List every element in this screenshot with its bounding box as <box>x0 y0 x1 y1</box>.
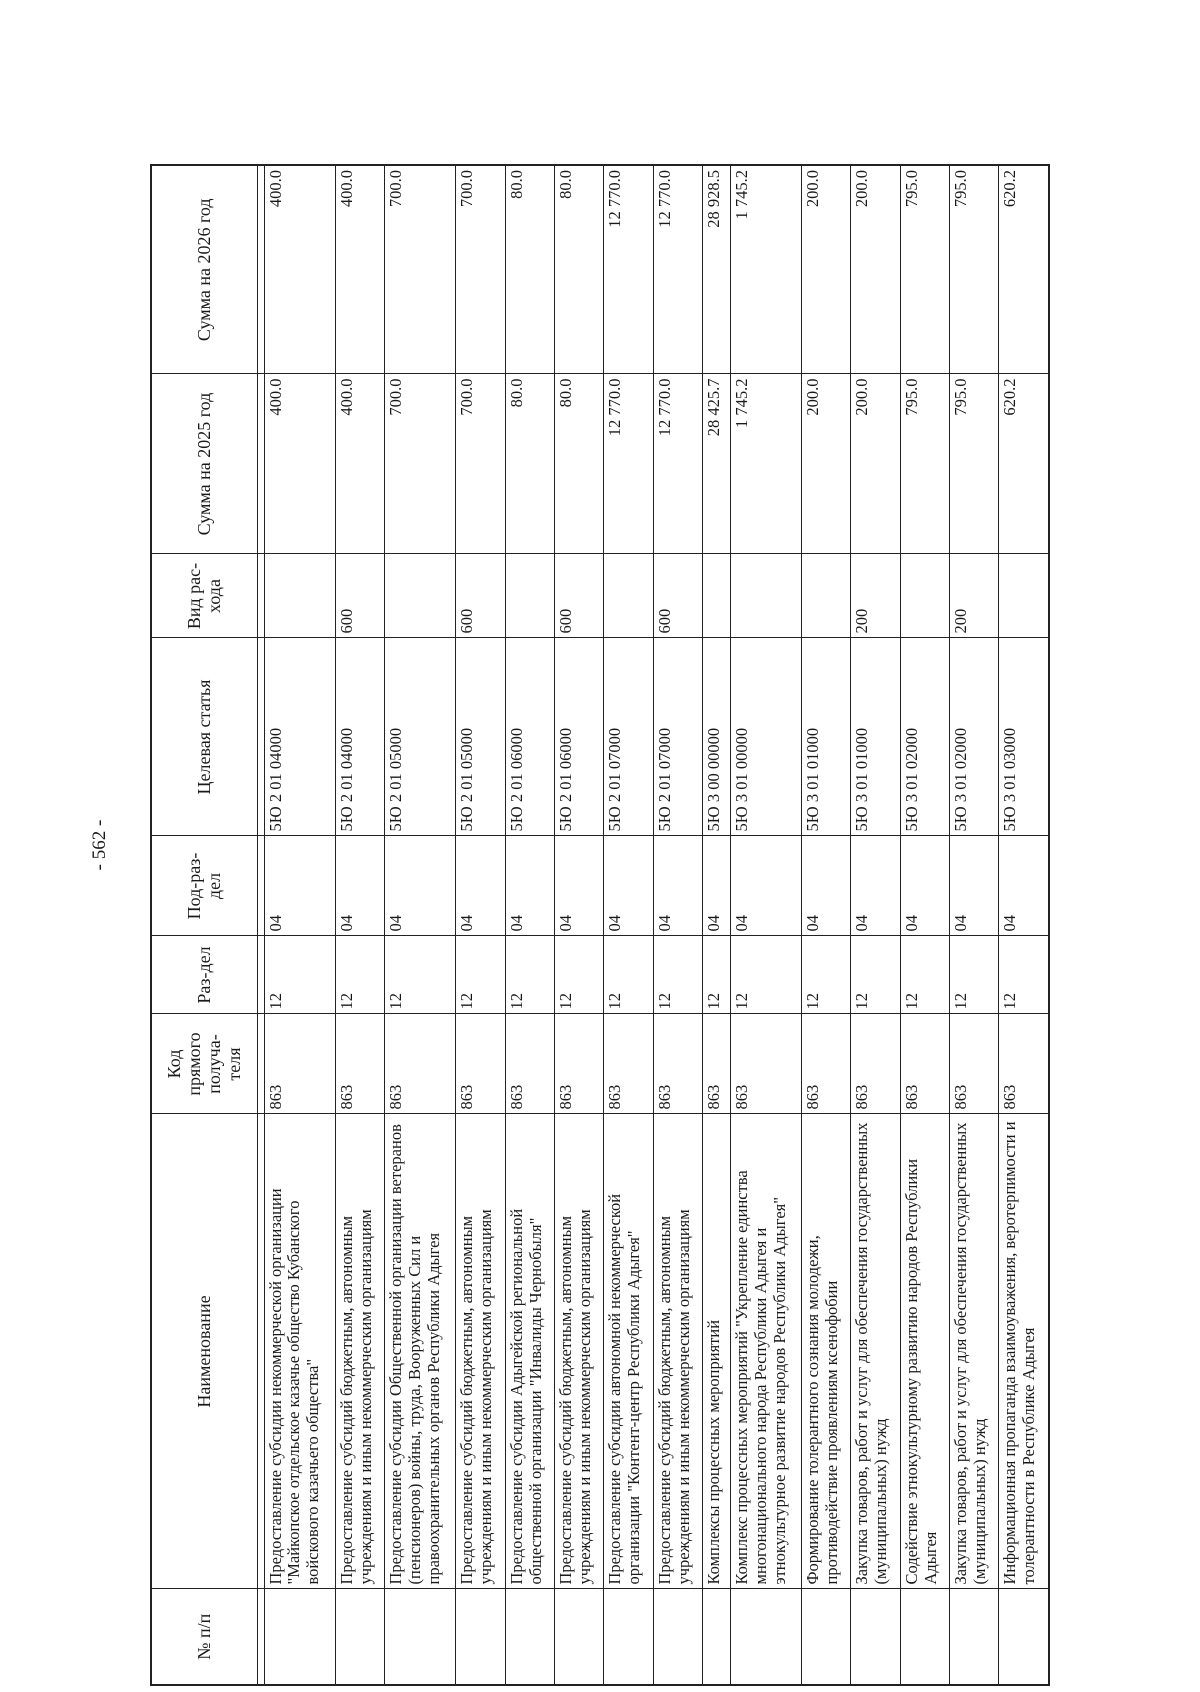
cell-subsection: 04 <box>264 836 335 936</box>
cell-subsection: 04 <box>456 836 505 936</box>
cell-expense <box>604 554 653 638</box>
cell-sum2026: 795.0 <box>900 165 949 374</box>
cell-expense <box>730 554 801 638</box>
cell-section: 12 <box>730 936 801 1014</box>
cell-sum2026: 795.0 <box>950 165 999 374</box>
cell-subsection: 04 <box>335 836 384 936</box>
cell-target: 5Ю 3 01 01000 <box>851 638 900 836</box>
cell-section: 12 <box>950 936 999 1014</box>
cell-name: Информационная пропаганда взаимоуважения, веротерпимости и толерантности в Республике Адыгея <box>999 1114 1049 1589</box>
cell-expense: 600 <box>555 554 604 638</box>
table-row <box>730 165 801 1685</box>
cell-target: 5Ю 2 01 04000 <box>264 638 335 836</box>
cell-num <box>851 1589 900 1685</box>
cell-section: 12 <box>900 936 949 1014</box>
cell-recipient: 863 <box>999 1014 1049 1114</box>
cell-recipient: 863 <box>555 1014 604 1114</box>
cell-target: 5Ю 3 00 00000 <box>703 638 731 836</box>
cell-target: 5Ю 3 01 02000 <box>900 638 949 836</box>
cell-recipient: 863 <box>264 1014 335 1114</box>
cell-name: Содействие этнокультурному развитию народов Республики Адыгея <box>900 1114 949 1589</box>
header-row <box>151 165 257 1685</box>
cell-expense <box>900 554 949 638</box>
cell-section: 12 <box>999 936 1049 1014</box>
cell-recipient: 863 <box>505 1014 554 1114</box>
cell-section: 12 <box>604 936 653 1014</box>
cell-recipient: 863 <box>950 1014 999 1114</box>
table-row <box>456 165 505 1685</box>
cell-recipient: 863 <box>456 1014 505 1114</box>
cell-expense: 200 <box>950 554 999 638</box>
cell-section: 12 <box>505 936 554 1014</box>
header-subsection: Под-раз-дел <box>151 836 257 936</box>
cell-name: Предоставление субсидий бюджетным, автономным учреждениям и иным некоммерческим организациям <box>456 1114 505 1589</box>
cell-subsection: 04 <box>851 836 900 936</box>
cell-num <box>950 1589 999 1685</box>
cell-target: 5Ю 2 01 06000 <box>505 638 554 836</box>
cell-section: 12 <box>264 936 335 1014</box>
cell-name: Предоставление субсидии Общественной организации ветеранов (пенсионеров) войны, труда, Вооруженных Сил и правоохранительных органов Республики Адыгея <box>385 1114 456 1589</box>
table-row <box>555 165 604 1685</box>
cell-expense <box>505 554 554 638</box>
header-section: Раз-дел <box>151 936 257 1014</box>
cell-num <box>335 1589 384 1685</box>
cell-target: 5Ю 2 01 05000 <box>456 638 505 836</box>
cell-sum2025: 400.0 <box>335 374 384 554</box>
cell-target: 5Ю 2 01 04000 <box>335 638 384 836</box>
cell-sum2025: 400.0 <box>264 374 335 554</box>
cell-num <box>385 1589 456 1685</box>
cell-subsection: 04 <box>950 836 999 936</box>
cell-expense: 200 <box>851 554 900 638</box>
cell-recipient: 863 <box>801 1014 850 1114</box>
cell-expense <box>703 554 731 638</box>
cell-expense <box>385 554 456 638</box>
cell-expense: 600 <box>653 554 702 638</box>
cell-section: 12 <box>653 936 702 1014</box>
header-target: Целевая статья <box>151 638 257 836</box>
cell-recipient: 863 <box>385 1014 456 1114</box>
cell-target: 5Ю 2 01 05000 <box>385 638 456 836</box>
cell-num <box>264 1589 335 1685</box>
cell-recipient: 863 <box>851 1014 900 1114</box>
cell-sum2025: 28 425.7 <box>703 374 731 554</box>
cell-section: 12 <box>555 936 604 1014</box>
table-row <box>950 165 999 1685</box>
cell-section: 12 <box>801 936 850 1014</box>
cell-recipient: 863 <box>703 1014 731 1114</box>
cell-subsection: 04 <box>653 836 702 936</box>
cell-subsection: 04 <box>730 836 801 936</box>
cell-sum2026: 400.0 <box>264 165 335 374</box>
header-recipient: Код прямого получа-теля <box>151 1014 257 1114</box>
cell-section: 12 <box>456 936 505 1014</box>
cell-sum2026: 28 928.5 <box>703 165 731 374</box>
cell-subsection: 04 <box>505 836 554 936</box>
cell-recipient: 863 <box>730 1014 801 1114</box>
cell-target: 5Ю 3 01 00000 <box>730 638 801 836</box>
table-row <box>653 165 702 1685</box>
table-row <box>505 165 554 1685</box>
cell-sum2026: 200.0 <box>801 165 850 374</box>
table-row <box>851 165 900 1685</box>
cell-num <box>703 1589 731 1685</box>
page-number: - 562 - <box>89 819 110 871</box>
cell-recipient: 863 <box>900 1014 949 1114</box>
cell-sum2026: 12 770.0 <box>653 165 702 374</box>
cell-name: Предоставление субсидии Адыгейской региональной общественной организации "Инвалиды Чернобыля" <box>505 1114 554 1589</box>
cell-sum2025: 620.2 <box>999 374 1049 554</box>
header-name: Наименование <box>151 1114 257 1589</box>
budget-table <box>150 164 1050 1686</box>
header-sum2025: Сумма на 2025 год <box>151 374 257 554</box>
cell-num <box>456 1589 505 1685</box>
cell-name: Закупка товаров, работ и услуг для обеспечения государственных (муниципальных) нужд <box>950 1114 999 1589</box>
cell-name: Предоставление субсидий бюджетным, автономным учреждениям и иным некоммерческим организациям <box>653 1114 702 1589</box>
cell-name: Предоставление субсидий бюджетным, автономным учреждениям и иным некоммерческим организациям <box>335 1114 384 1589</box>
cell-sum2026: 700.0 <box>456 165 505 374</box>
table-row <box>604 165 653 1685</box>
cell-sum2026: 1 745.2 <box>730 165 801 374</box>
cell-expense <box>999 554 1049 638</box>
cell-sum2026: 400.0 <box>335 165 384 374</box>
header-expense: Вид рас-хода <box>151 554 257 638</box>
cell-num <box>730 1589 801 1685</box>
cell-recipient: 863 <box>604 1014 653 1114</box>
cell-sum2025: 700.0 <box>456 374 505 554</box>
cell-num <box>801 1589 850 1685</box>
cell-name: Предоставление субсидии автономной некоммерческой организации "Контент-центр Республики Адыгея" <box>604 1114 653 1589</box>
cell-subsection: 04 <box>900 836 949 936</box>
cell-sum2025: 200.0 <box>801 374 850 554</box>
cell-name: Предоставление субсидии некоммерческой организации "Майкопское отдельское казачье общество Кубанского войскового казачьего общества" <box>264 1114 335 1589</box>
cell-target: 5Ю 2 01 07000 <box>653 638 702 836</box>
cell-sum2026: 200.0 <box>851 165 900 374</box>
cell-subsection: 04 <box>999 836 1049 936</box>
cell-section: 12 <box>851 936 900 1014</box>
cell-sum2025: 795.0 <box>950 374 999 554</box>
cell-sum2025: 1 745.2 <box>730 374 801 554</box>
header-num: № п/п <box>151 1589 257 1685</box>
cell-num <box>999 1589 1049 1685</box>
cell-target: 5Ю 3 01 03000 <box>999 638 1049 836</box>
table-row <box>385 165 456 1685</box>
cell-name: Комплекс процессных мероприятий "Укрепление единства многонационального народа Республики Адыгея и этнокультурное развитие народов Республики Адыгея" <box>730 1114 801 1589</box>
cell-num <box>505 1589 554 1685</box>
cell-expense <box>801 554 850 638</box>
cell-subsection: 04 <box>801 836 850 936</box>
cell-subsection: 04 <box>604 836 653 936</box>
cell-sum2026: 620.2 <box>999 165 1049 374</box>
table-row <box>264 165 335 1685</box>
cell-sum2025: 80.0 <box>555 374 604 554</box>
cell-section: 12 <box>385 936 456 1014</box>
cell-section: 12 <box>335 936 384 1014</box>
cell-name: Предоставление субсидий бюджетным, автономным учреждениям и иным некоммерческим организациям <box>555 1114 604 1589</box>
table-row <box>801 165 850 1685</box>
table-row <box>900 165 949 1685</box>
cell-target: 5Ю 3 01 01000 <box>801 638 850 836</box>
cell-num <box>653 1589 702 1685</box>
cell-sum2025: 795.0 <box>900 374 949 554</box>
cell-sum2025: 12 770.0 <box>604 374 653 554</box>
cell-recipient: 863 <box>335 1014 384 1114</box>
budget-table-container <box>150 166 1050 1686</box>
cell-subsection: 04 <box>703 836 731 936</box>
cell-name: Комплексы процессных мероприятий <box>703 1114 731 1589</box>
cell-num <box>555 1589 604 1685</box>
cell-expense: 600 <box>335 554 384 638</box>
spacer-row <box>257 165 264 1685</box>
cell-target: 5Ю 2 01 06000 <box>555 638 604 836</box>
cell-target: 5Ю 3 01 02000 <box>950 638 999 836</box>
cell-subsection: 04 <box>555 836 604 936</box>
cell-section: 12 <box>703 936 731 1014</box>
cell-name: Закупка товаров, работ и услуг для обеспечения государственных (муниципальных) нужд <box>851 1114 900 1589</box>
cell-sum2025: 200.0 <box>851 374 900 554</box>
cell-sum2025: 700.0 <box>385 374 456 554</box>
cell-expense: 600 <box>456 554 505 638</box>
table-row <box>999 165 1049 1685</box>
cell-recipient: 863 <box>653 1014 702 1114</box>
table-row <box>703 165 731 1685</box>
cell-sum2026: 80.0 <box>505 165 554 374</box>
table-row <box>335 165 384 1685</box>
cell-sum2026: 700.0 <box>385 165 456 374</box>
cell-sum2026: 80.0 <box>555 165 604 374</box>
cell-num <box>900 1589 949 1685</box>
cell-target: 5Ю 2 01 07000 <box>604 638 653 836</box>
cell-sum2025: 80.0 <box>505 374 554 554</box>
table-body <box>264 165 1049 1685</box>
cell-name: Формирование толерантного сознания молодежи, противодействие проявлениям ксенофобии <box>801 1114 850 1589</box>
cell-sum2025: 12 770.0 <box>653 374 702 554</box>
cell-sum2026: 12 770.0 <box>604 165 653 374</box>
header-sum2026: Сумма на 2026 год <box>151 165 257 374</box>
cell-subsection: 04 <box>385 836 456 936</box>
cell-num <box>604 1589 653 1685</box>
cell-expense <box>264 554 335 638</box>
